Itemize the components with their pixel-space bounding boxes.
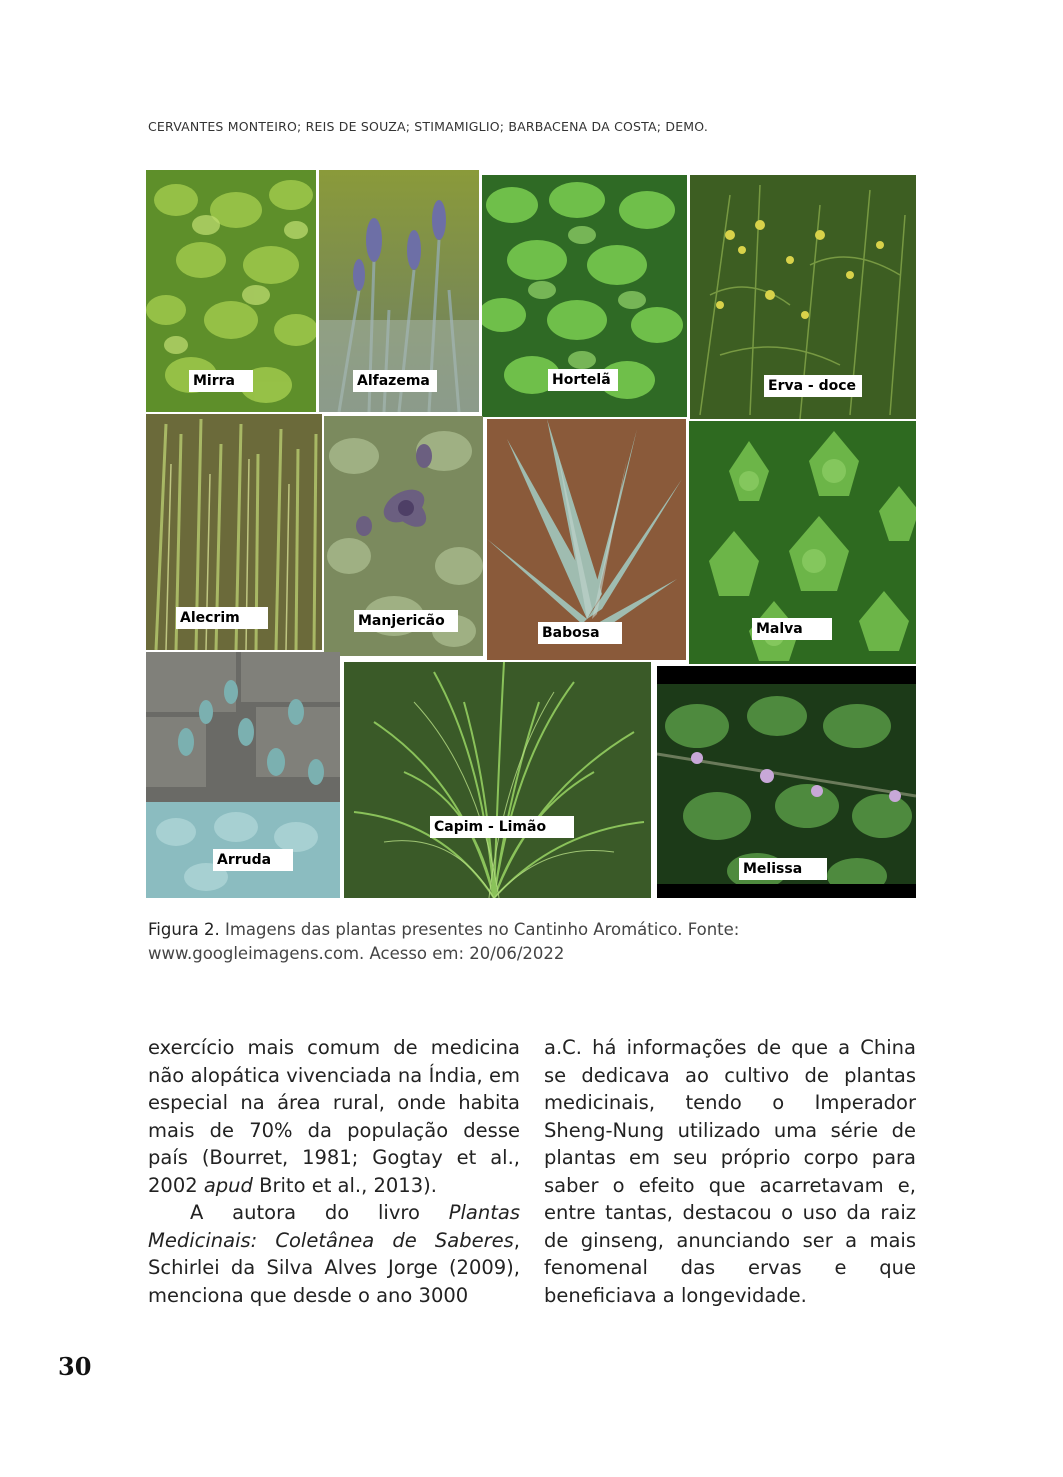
- plant-label: Mirra: [189, 370, 253, 392]
- paragraph-text: , Schirlei da Silva Alves Jorge (2009), menciona que desde o ano 3000: [148, 1228, 520, 1307]
- plant-figure: [146, 170, 916, 898]
- plant-label: Alecrim: [176, 607, 268, 629]
- plant-photo-capim-limao: [344, 662, 651, 898]
- page-number: 30: [58, 1352, 92, 1381]
- plant-label: Hortelã: [548, 369, 618, 391]
- paragraph: [148, 1034, 520, 1199]
- paragraph-text: Brito et al., 2013).: [252, 1173, 437, 1197]
- paragraph: [148, 1199, 520, 1309]
- plant-label: Malva: [752, 618, 832, 640]
- plant-photo-arruda: [146, 652, 340, 898]
- body-column-right: [544, 1034, 916, 1309]
- plant-label: Arruda: [213, 849, 293, 871]
- plant-photo-malva: [689, 421, 916, 664]
- plant-label: Erva - doce: [764, 375, 862, 397]
- figure-caption: [148, 918, 918, 966]
- paragraph-text: A autora do livro: [190, 1201, 449, 1224]
- plant-photo-alecrim: [146, 414, 322, 650]
- plant-photo-melissa: [657, 666, 916, 898]
- plant-label: Melissa: [739, 858, 827, 880]
- body-column-left: [148, 1034, 520, 1309]
- running-header: CERVANTES MONTEIRO; REIS DE SOUZA; STIMAMIGLIO; BARBACENA DA COSTA; DEMO.: [148, 119, 708, 134]
- italic-term: apud: [203, 1173, 253, 1197]
- plant-label: Manjericão: [354, 610, 458, 632]
- paragraph-text: exercício mais comum de medicina não alopática vivenciada na Índia, em especial na área rural, onde habita mais de 70% da população desse país (Bourret, 1981; Gogtay et al., 2002: [148, 1036, 520, 1197]
- plant-photo-manjericao: [324, 416, 483, 656]
- figure-label: Figura 2.: [148, 920, 220, 939]
- plant-photo-alfazema: [319, 170, 479, 412]
- plant-photo-babosa: [487, 419, 686, 660]
- paragraph: a.C. há informações de que a China se dedicava ao cultivo de plantas medicinais, tendo o Imperador Sheng-Nung utilizado uma série de plantas em seu próprio corpo para saber o efeito que acarretavam e, entre tantas, destacou o uso da raiz de ginseng, anunciando ser a mais fenomenal das ervas e que beneficiava a longevidade.: [544, 1036, 916, 1307]
- plant-label: Alfazema: [353, 370, 437, 392]
- book-title: Plantas Medicinais: Coletânea de Saberes: [148, 1201, 520, 1252]
- plant-photo-hortela: [482, 175, 687, 417]
- plant-photo-erva-doce: [690, 175, 916, 419]
- plant-label: Capim - Limão: [430, 816, 574, 838]
- plant-label: Babosa: [538, 622, 622, 644]
- plant-photo-mirra: [146, 170, 316, 412]
- figure-caption-text: Imagens das plantas presentes no Cantinho Aromático. Fonte: www.googleimagens.com. Acesso em: 20/06/2022: [148, 920, 740, 963]
